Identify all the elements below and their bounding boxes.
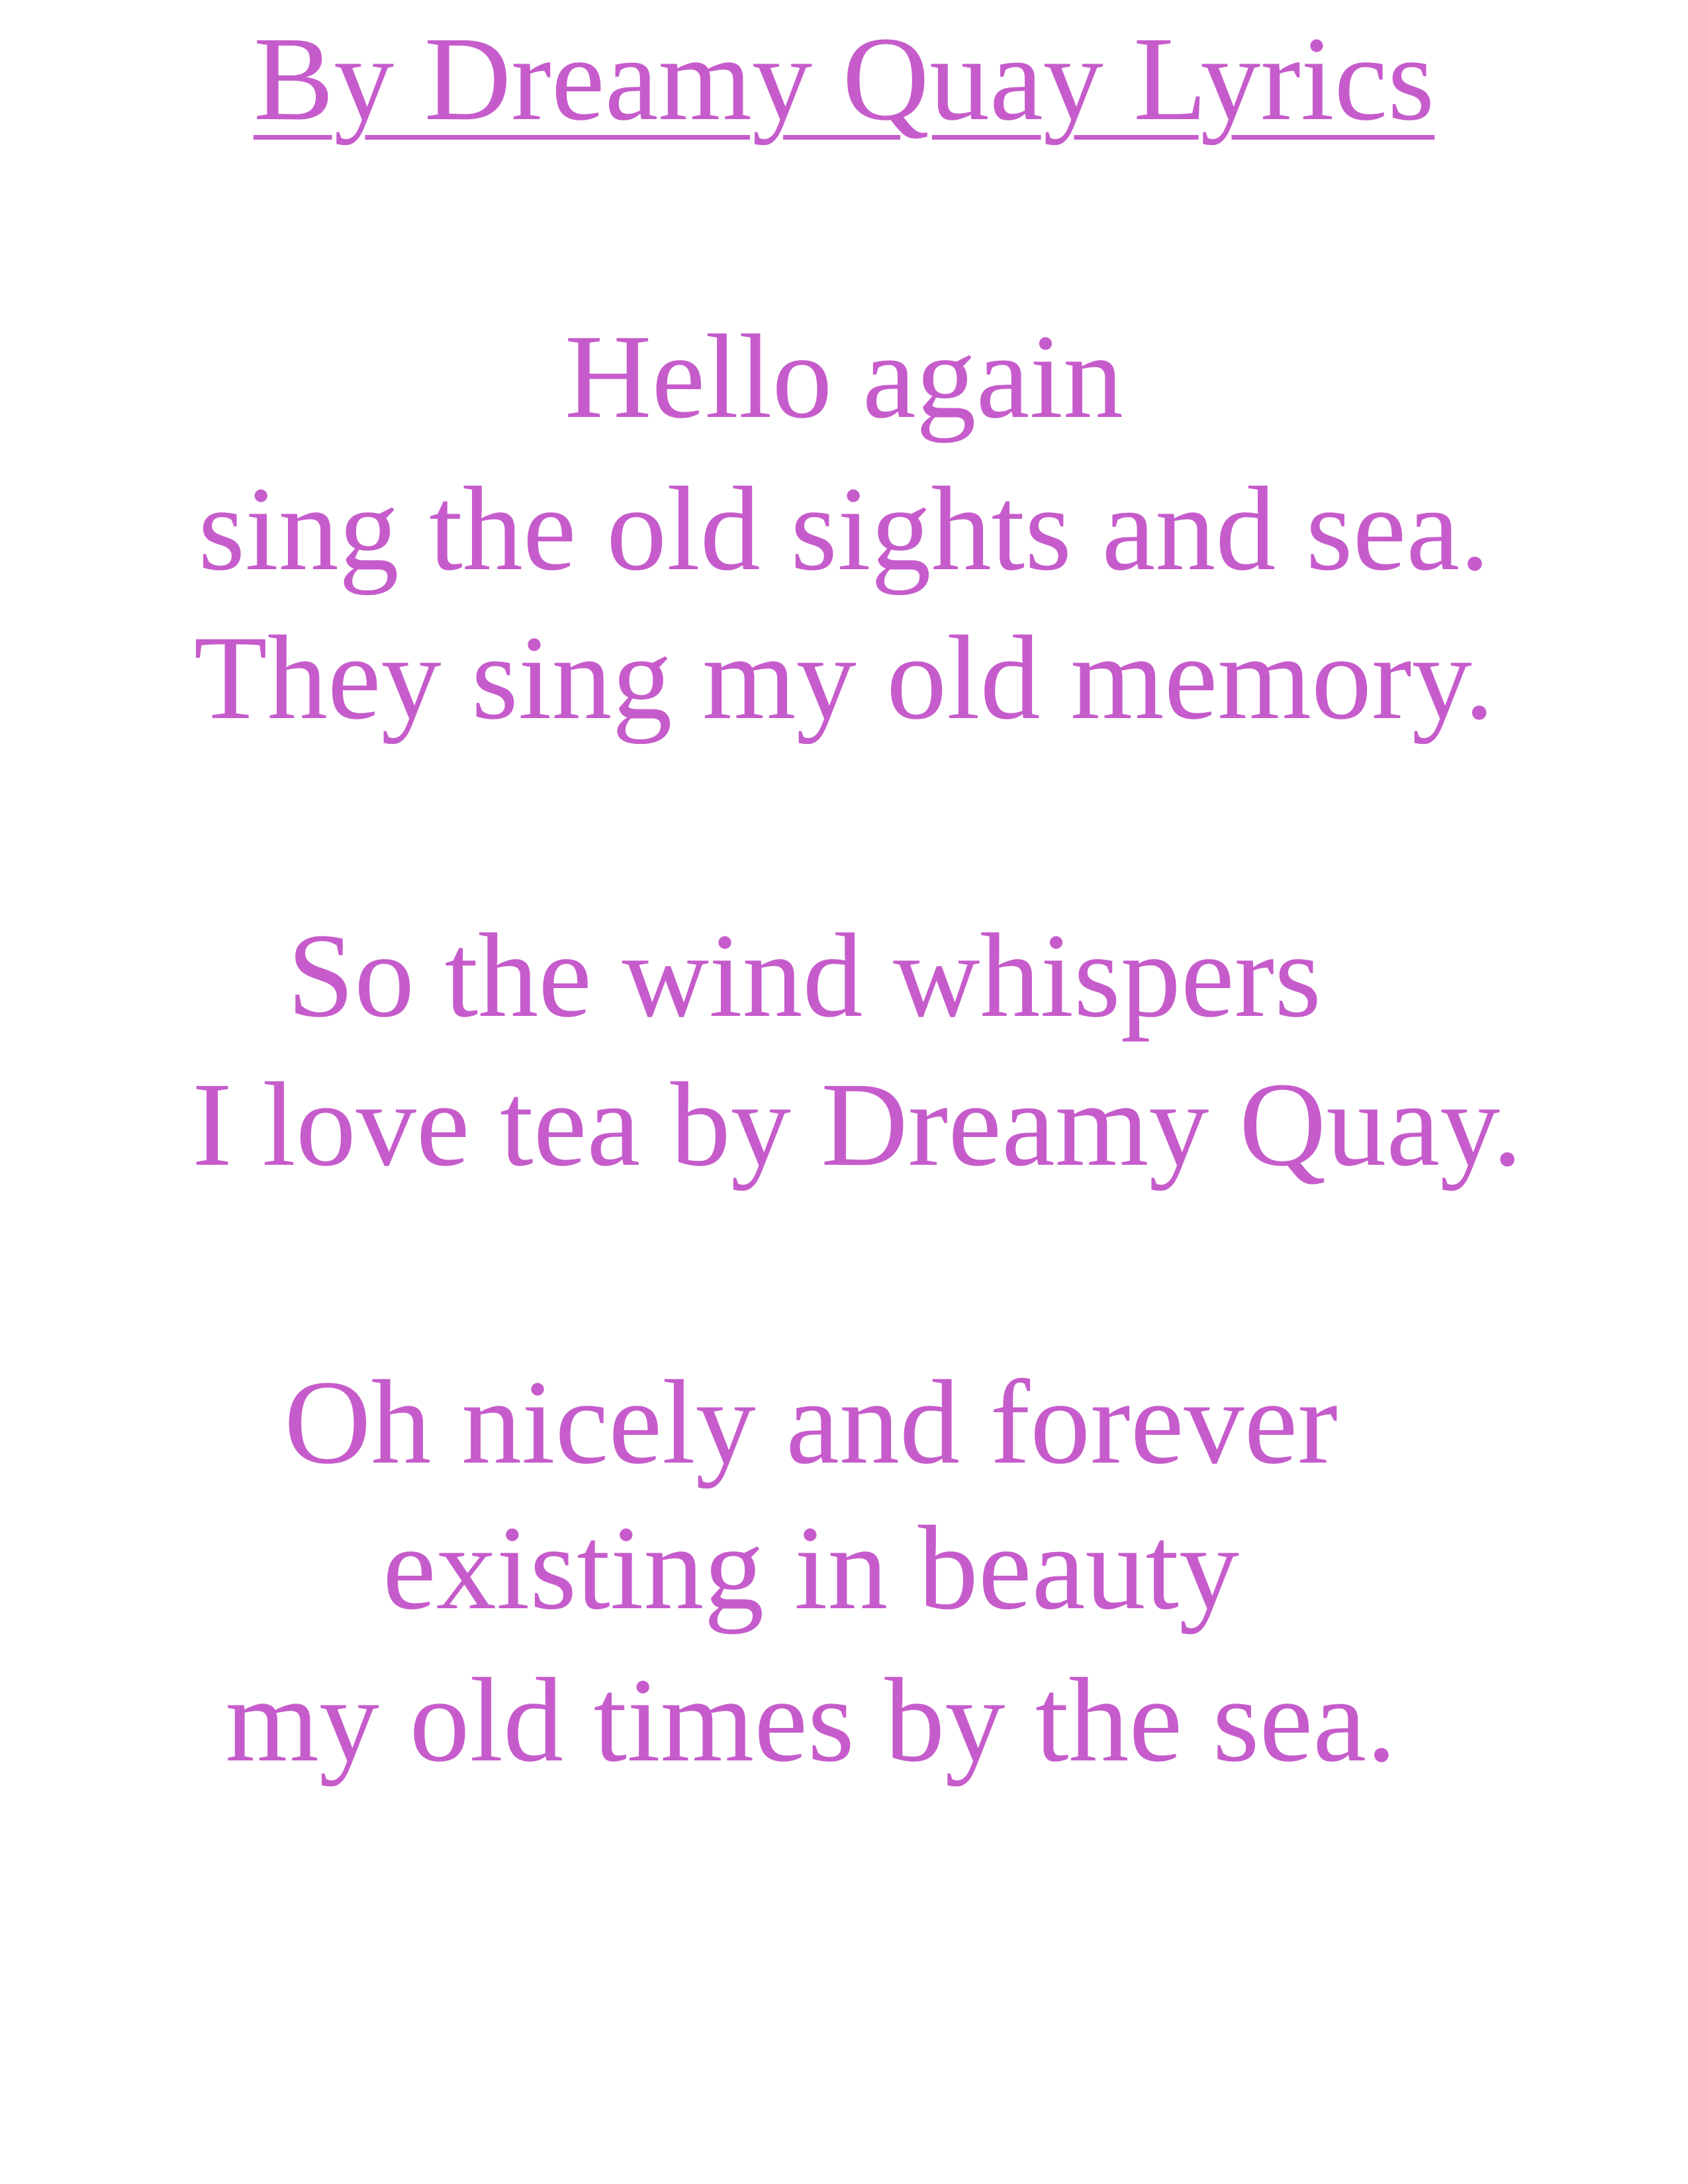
page-title: By Dreamy Quay Lyrics — [253, 13, 1435, 146]
stanza-3-line-1: Oh nicely and forever — [284, 1356, 1338, 1489]
stanza-2-line-1: So the wind whispers — [287, 909, 1322, 1042]
stanza-1-line-3: They sing my old memory. — [193, 612, 1495, 745]
stanza-1-line-1: Hello again — [565, 310, 1123, 443]
stanza-2-line-2: I love tea by Dreamy Quay. — [192, 1058, 1523, 1191]
stanza-1-line-2: sing the old sights and sea. — [198, 463, 1490, 596]
stanza-3-line-2: existing in beauty — [383, 1502, 1239, 1635]
stanza-3-line-3: my old times by the sea. — [225, 1654, 1397, 1787]
